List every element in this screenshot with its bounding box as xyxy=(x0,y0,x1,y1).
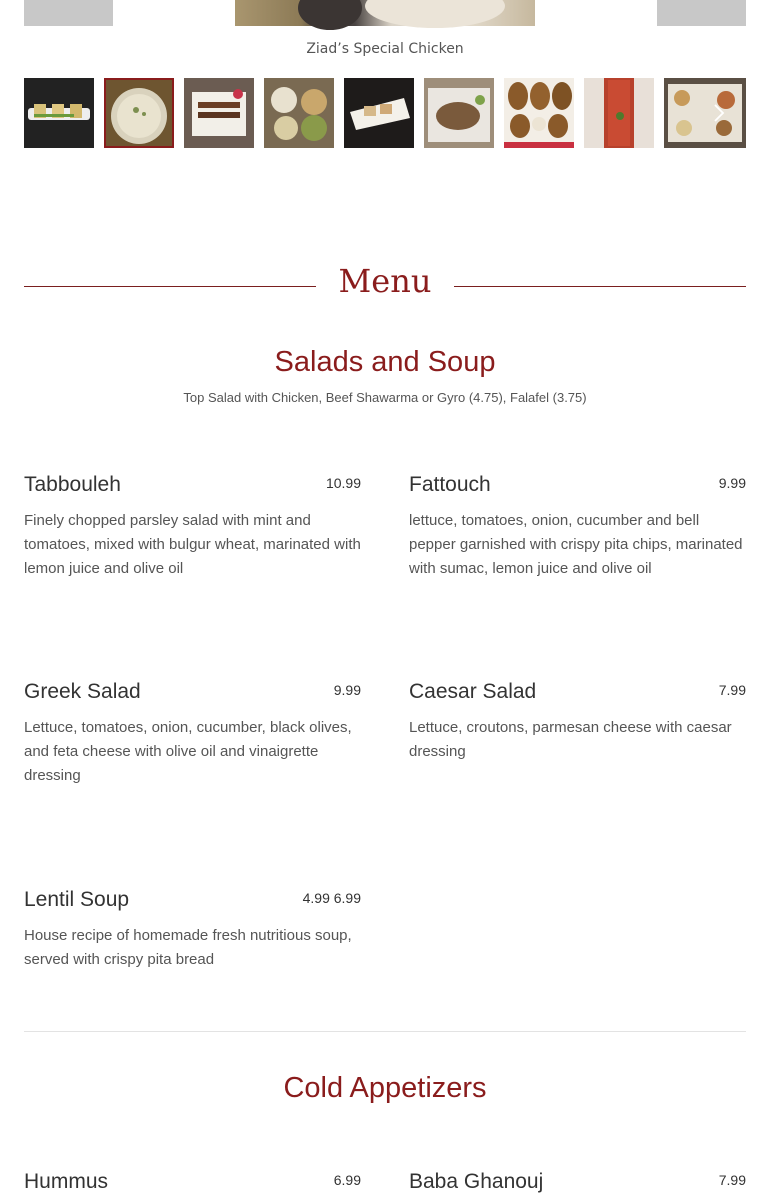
item-price: 4.99 6.99 xyxy=(302,890,361,906)
item-description: Lettuce, croutons, parmesan cheese with caesar dressing xyxy=(409,719,732,760)
item-price: 6.99 xyxy=(333,1172,361,1188)
item-name: Baba Ghanouj xyxy=(409,1170,544,1193)
item-price: 9.99 xyxy=(333,682,361,698)
item-name: Greek Salad xyxy=(24,680,141,703)
thumbnail-next-button[interactable] xyxy=(692,78,746,148)
thumbnail-kibbeh[interactable] xyxy=(504,78,574,148)
thumbnail-sandwiches[interactable] xyxy=(344,78,414,148)
chevron-right-icon xyxy=(712,103,726,123)
main-image-art xyxy=(235,0,535,26)
menu-title: Menu xyxy=(338,262,432,300)
menu-item xyxy=(24,1170,361,1193)
gallery-next-block[interactable] xyxy=(657,0,746,26)
thumbnail-mezze[interactable] xyxy=(264,78,334,148)
item-description: lettuce, tomatoes, onion, cucumber and bell pepper garnished with crispy pita chips, marinated with sumac, lemon juice and olive oil xyxy=(409,512,743,577)
section-title-salads: Salads and Soup xyxy=(274,346,496,378)
thumbnail-shawarma[interactable] xyxy=(424,78,494,148)
section-subtitle-salads: Top Salad with Chicken, Beef Shawarma or Gyro (4.75), Falafel (3.75) xyxy=(183,390,587,405)
gallery-main-image xyxy=(235,0,535,26)
item-name: Lentil Soup xyxy=(24,888,130,911)
gallery-caption: Ziad’s Special Chicken xyxy=(306,41,464,57)
thumbnail-skewers[interactable] xyxy=(184,78,254,148)
gallery-prev-button[interactable] xyxy=(24,0,113,26)
item-name: Hummus xyxy=(24,1170,109,1193)
menu-rule-right xyxy=(454,286,746,287)
thumbnail-strip xyxy=(24,78,746,148)
menu-item xyxy=(409,1170,746,1193)
item-name: Fattouch xyxy=(409,473,491,496)
item-name: Tabbouleh xyxy=(24,473,121,496)
section-divider xyxy=(24,1031,746,1032)
thumbnail-salmon[interactable] xyxy=(584,78,654,148)
item-price: 7.99 xyxy=(718,1172,746,1188)
thumbnail-soup[interactable] xyxy=(104,78,174,148)
item-price: 10.99 xyxy=(325,475,361,491)
item-price: 7.99 xyxy=(718,682,746,698)
thumbnail-rolls[interactable] xyxy=(24,78,94,148)
item-name: Caesar Salad xyxy=(409,680,537,703)
item-description: House recipe of homemade fresh nutritious soup, served with crispy pita bread xyxy=(24,927,352,968)
section-title-cold: Cold Appetizers xyxy=(283,1072,487,1104)
item-description: Lettuce, tomatoes, onion, cucumber, black olives, and feta cheese with olive oil and vinaigrette dressing xyxy=(24,719,352,784)
item-price: 9.99 xyxy=(718,475,746,491)
item-description: Finely chopped parsley salad with mint and tomatoes, mixed with bulgur wheat, marinated with lemon juice and olive oil xyxy=(24,512,361,577)
